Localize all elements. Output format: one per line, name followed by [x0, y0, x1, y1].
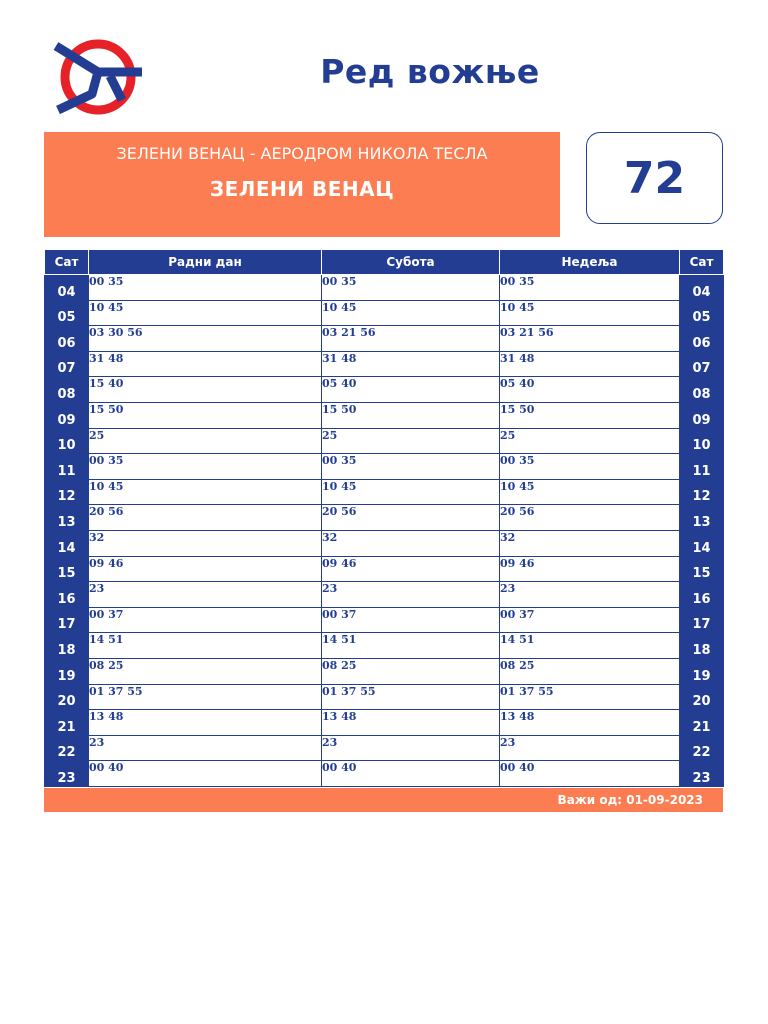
hour-cell-right: 06: [680, 326, 724, 352]
hour-cell-right: 17: [680, 607, 724, 633]
weekday-minutes: 03 30 56: [89, 326, 322, 352]
saturday-minutes: 20 56: [322, 505, 500, 531]
hour-cell-right: 11: [680, 454, 724, 480]
table-row: [45, 479, 724, 505]
saturday-minutes: 10 45: [322, 479, 500, 505]
sunday-minutes: 03 21 56: [500, 326, 680, 352]
saturday-minutes: 15 50: [322, 402, 500, 428]
table-row: [45, 326, 724, 352]
hour-cell-left: 23: [45, 761, 89, 787]
weekday-minutes: 25: [89, 428, 322, 454]
table-row: [45, 402, 724, 428]
sunday-minutes: 32: [500, 530, 680, 556]
saturday-minutes: 00 40: [322, 761, 500, 787]
weekday-minutes: 15 50: [89, 402, 322, 428]
hour-cell-right: 22: [680, 735, 724, 761]
hour-cell-left: 14: [45, 530, 89, 556]
sunday-minutes: 10 45: [500, 300, 680, 326]
weekday-minutes: 10 45: [89, 479, 322, 505]
saturday-minutes: 08 25: [322, 658, 500, 684]
weekday-minutes: 01 37 55: [89, 684, 322, 710]
hour-cell-right: 20: [680, 684, 724, 710]
hour-cell-right: 23: [680, 761, 724, 787]
hour-cell-left: 07: [45, 351, 89, 377]
hour-cell-left: 19: [45, 658, 89, 684]
table-row: [45, 351, 724, 377]
saturday-minutes: 23: [322, 735, 500, 761]
hour-cell-right: 21: [680, 710, 724, 736]
saturday-minutes: 00 35: [322, 454, 500, 480]
hour-cell-right: 04: [680, 275, 724, 301]
hour-cell-left: 04: [45, 275, 89, 301]
sunday-minutes: 08 25: [500, 658, 680, 684]
sunday-minutes: 23: [500, 582, 680, 608]
table-row: [45, 454, 724, 480]
hour-cell-right: 08: [680, 377, 724, 403]
saturday-minutes: 32: [322, 530, 500, 556]
table-row: [45, 505, 724, 531]
hour-cell-left: 11: [45, 454, 89, 480]
saturday-minutes: 01 37 55: [322, 684, 500, 710]
saturday-minutes: 10 45: [322, 300, 500, 326]
header-hour-left: Сат: [45, 250, 89, 275]
saturday-minutes: 03 21 56: [322, 326, 500, 352]
hour-cell-left: 09: [45, 402, 89, 428]
hour-cell-left: 21: [45, 710, 89, 736]
timetable: [44, 249, 724, 787]
validity-footer: [44, 788, 723, 812]
weekday-minutes: 13 48: [89, 710, 322, 736]
hour-cell-right: 19: [680, 658, 724, 684]
saturday-minutes: 23: [322, 582, 500, 608]
hour-cell-right: 05: [680, 300, 724, 326]
hour-cell-left: 20: [45, 684, 89, 710]
hour-cell-left: 18: [45, 633, 89, 659]
table-row: [45, 710, 724, 736]
transit-logo-icon: [52, 38, 144, 116]
route-full-name: ЗЕЛЕНИ ВЕНАЦ - АЕРОДРОМ НИКОЛА ТЕСЛА: [116, 144, 488, 163]
sunday-minutes: 00 37: [500, 607, 680, 633]
table-row: [45, 582, 724, 608]
hour-cell-left: 22: [45, 735, 89, 761]
sunday-minutes: 01 37 55: [500, 684, 680, 710]
sunday-minutes: 10 45: [500, 479, 680, 505]
header-weekday: Радни дан: [89, 250, 322, 275]
table-row: [45, 761, 724, 787]
weekday-minutes: 08 25: [89, 658, 322, 684]
table-row: [45, 556, 724, 582]
weekday-minutes: 15 40: [89, 377, 322, 403]
line-number-badge: 72: [586, 132, 723, 224]
saturday-minutes: 14 51: [322, 633, 500, 659]
hour-cell-left: 16: [45, 582, 89, 608]
saturday-minutes: 09 46: [322, 556, 500, 582]
timetable-header: [45, 250, 724, 275]
route-stop-name: ЗЕЛЕНИ ВЕНАЦ: [209, 177, 395, 201]
hour-cell-right: 12: [680, 479, 724, 505]
weekday-minutes: 10 45: [89, 300, 322, 326]
saturday-minutes: 05 40: [322, 377, 500, 403]
table-row: [45, 377, 724, 403]
hour-cell-right: 09: [680, 402, 724, 428]
hour-cell-right: 15: [680, 556, 724, 582]
weekday-minutes: 23: [89, 735, 322, 761]
table-row: [45, 607, 724, 633]
weekday-minutes: 00 40: [89, 761, 322, 787]
saturday-minutes: 00 35: [322, 275, 500, 301]
hour-cell-left: 17: [45, 607, 89, 633]
sunday-minutes: 13 48: [500, 710, 680, 736]
valid-from-text: Важи од: 01-09-2023: [557, 793, 703, 807]
hour-cell-right: 18: [680, 633, 724, 659]
sunday-minutes: 25: [500, 428, 680, 454]
hour-cell-right: 10: [680, 428, 724, 454]
weekday-minutes: 00 37: [89, 607, 322, 633]
hour-cell-left: 13: [45, 505, 89, 531]
hour-cell-left: 12: [45, 479, 89, 505]
header-saturday: Субота: [322, 250, 500, 275]
sunday-minutes: 20 56: [500, 505, 680, 531]
sunday-minutes: 09 46: [500, 556, 680, 582]
weekday-minutes: 14 51: [89, 633, 322, 659]
page-title: Ред вожње: [320, 52, 540, 91]
header-hour-right: Сат: [680, 250, 724, 275]
table-row: [45, 684, 724, 710]
sunday-minutes: 31 48: [500, 351, 680, 377]
table-row: [45, 275, 724, 301]
table-row: [45, 428, 724, 454]
weekday-minutes: 20 56: [89, 505, 322, 531]
saturday-minutes: 13 48: [322, 710, 500, 736]
hour-cell-left: 10: [45, 428, 89, 454]
hour-cell-left: 15: [45, 556, 89, 582]
hour-cell-left: 08: [45, 377, 89, 403]
weekday-minutes: 00 35: [89, 275, 322, 301]
weekday-minutes: 00 35: [89, 454, 322, 480]
hour-cell-right: 07: [680, 351, 724, 377]
saturday-minutes: 31 48: [322, 351, 500, 377]
sunday-minutes: 23: [500, 735, 680, 761]
table-row: [45, 530, 724, 556]
hour-cell-left: 05: [45, 300, 89, 326]
weekday-minutes: 31 48: [89, 351, 322, 377]
weekday-minutes: 23: [89, 582, 322, 608]
saturday-minutes: 25: [322, 428, 500, 454]
sunday-minutes: 00 40: [500, 761, 680, 787]
table-row: [45, 735, 724, 761]
sunday-minutes: 05 40: [500, 377, 680, 403]
table-row: [45, 300, 724, 326]
hour-cell-right: 16: [680, 582, 724, 608]
header-sunday: Недеља: [500, 250, 680, 275]
hour-cell-left: 06: [45, 326, 89, 352]
weekday-minutes: 09 46: [89, 556, 322, 582]
weekday-minutes: 32: [89, 530, 322, 556]
sunday-minutes: 15 50: [500, 402, 680, 428]
route-info-panel: [44, 132, 560, 237]
saturday-minutes: 00 37: [322, 607, 500, 633]
sunday-minutes: 14 51: [500, 633, 680, 659]
hour-cell-right: 14: [680, 530, 724, 556]
hour-cell-right: 13: [680, 505, 724, 531]
table-row: [45, 633, 724, 659]
sunday-minutes: 00 35: [500, 275, 680, 301]
table-row: [45, 658, 724, 684]
sunday-minutes: 00 35: [500, 454, 680, 480]
